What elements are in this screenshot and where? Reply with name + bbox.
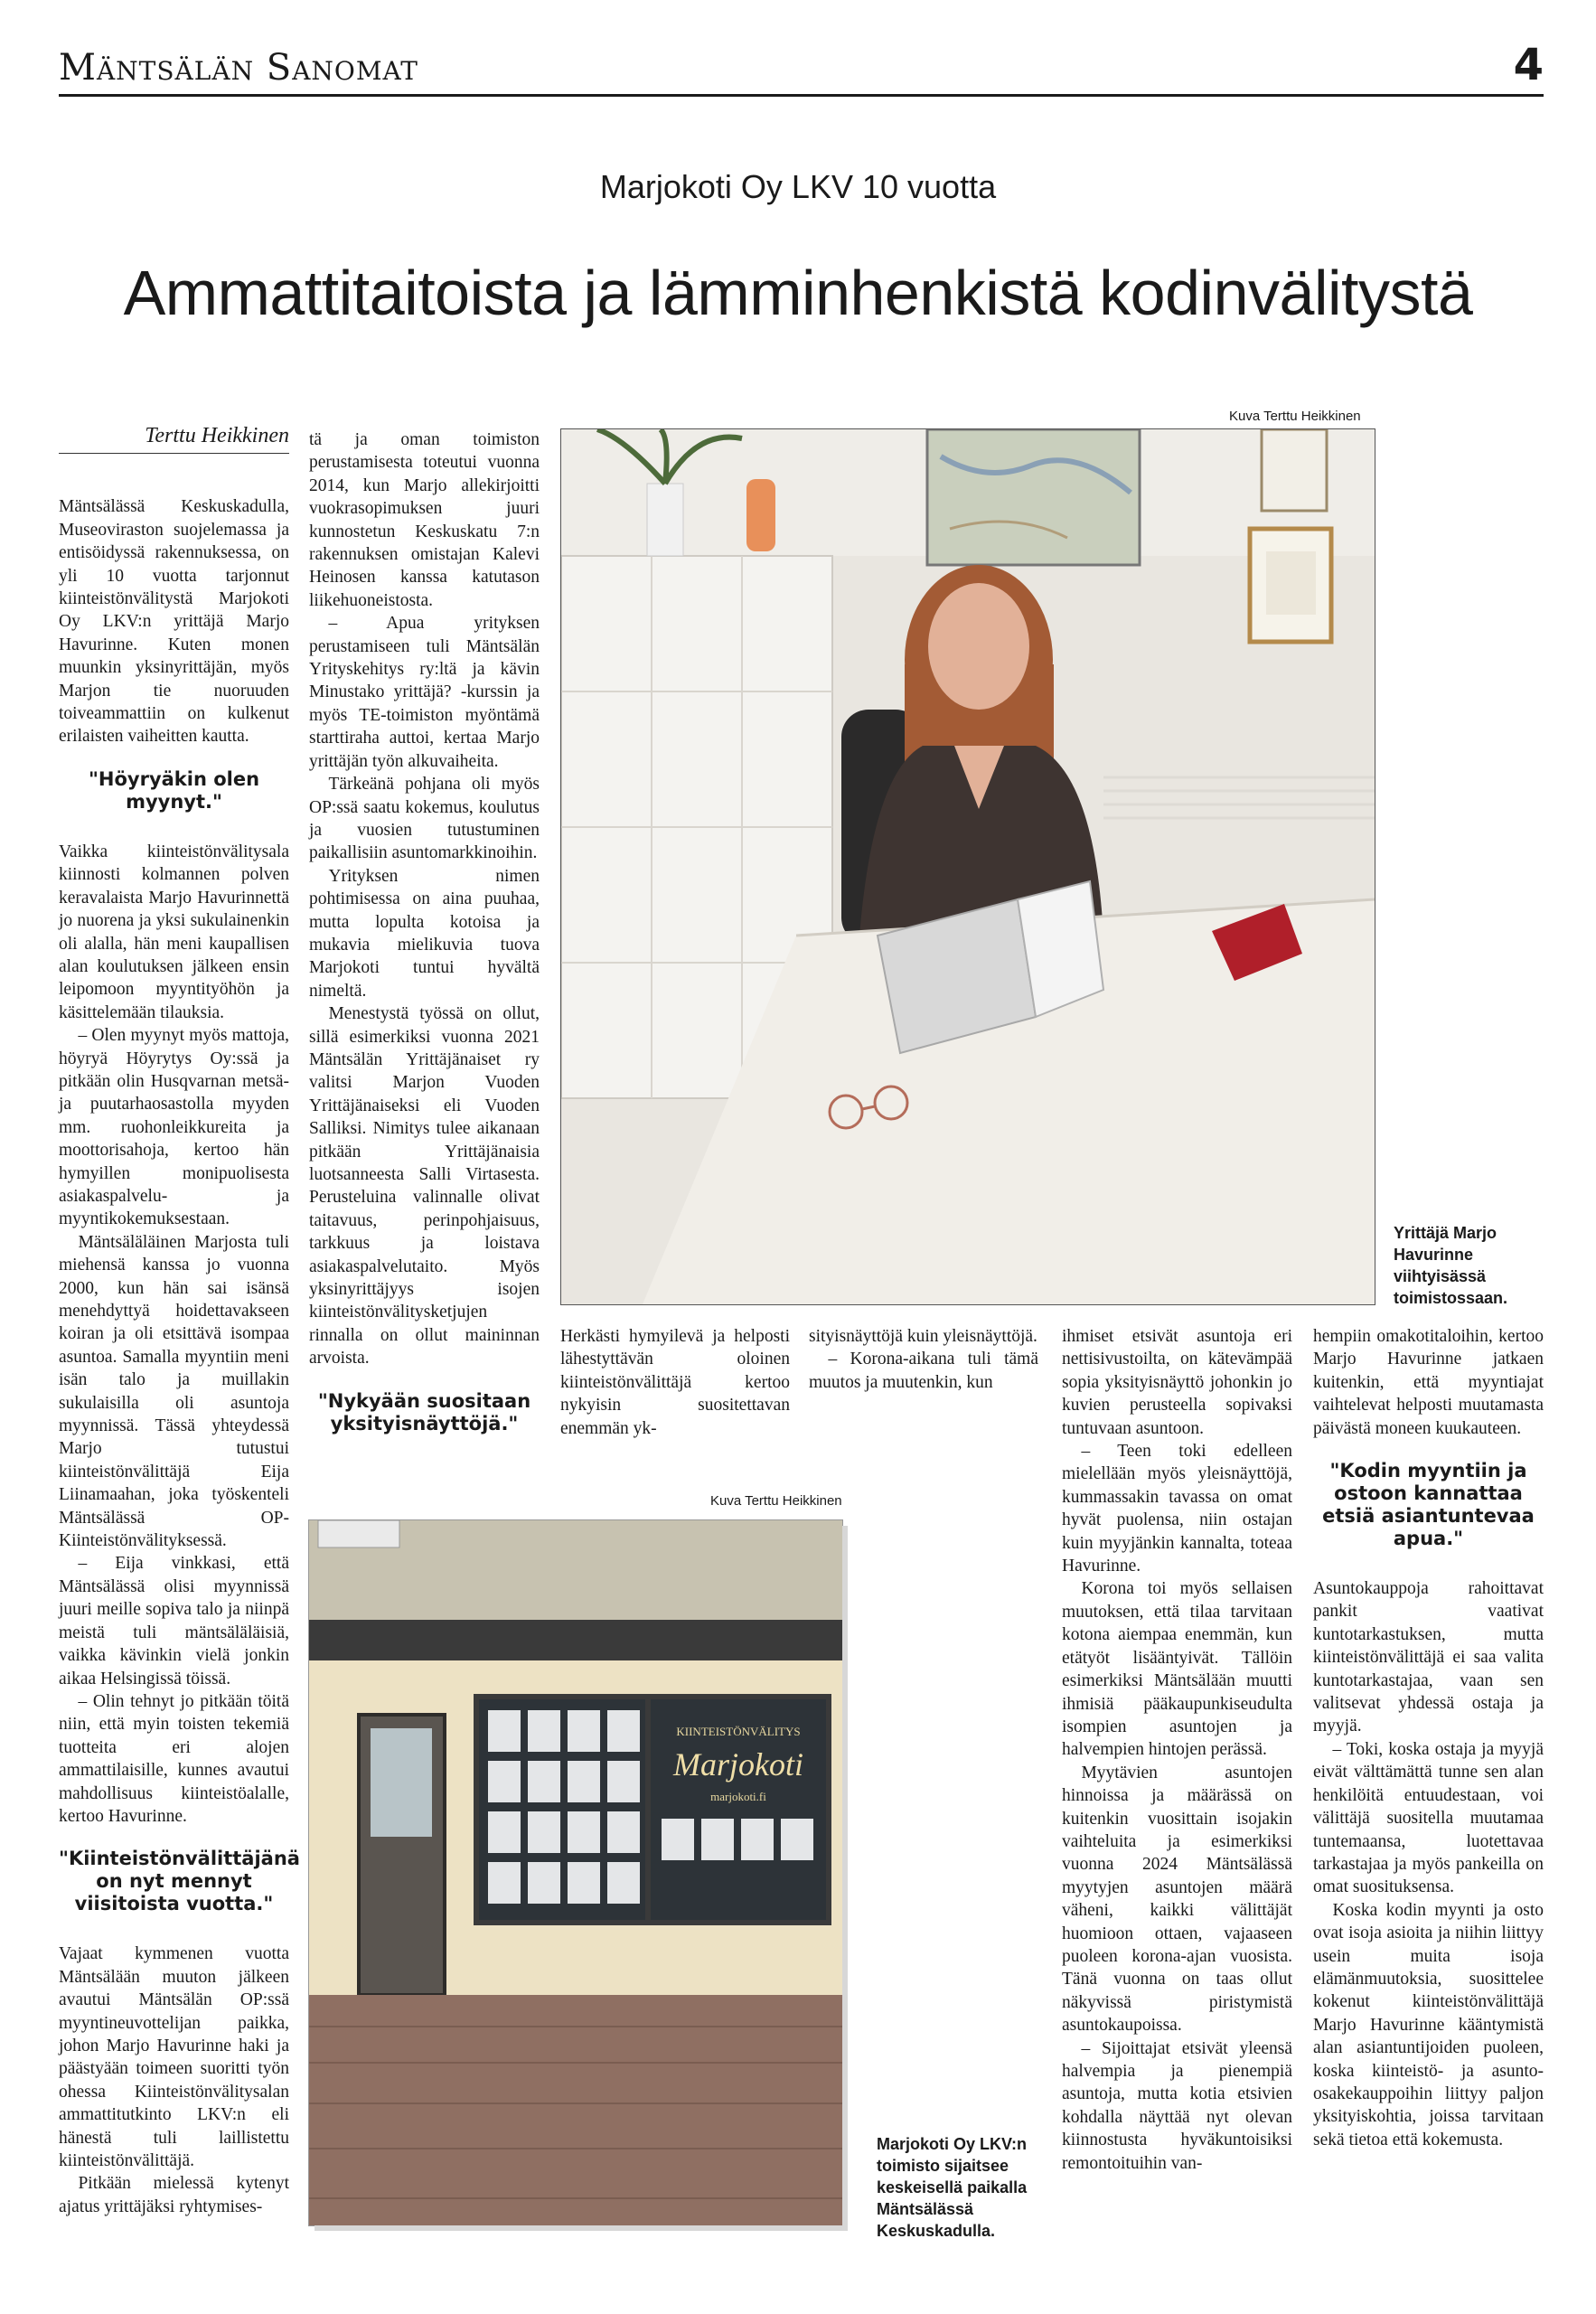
paragraph: Mäntsäläläinen Marjosta tuli miehensä kanssa jo vuonna 2000, kun hän sai isänsä menehdyttyä hoidettavakseen koiran ja oli etsittävä isompaa asuntoa. Samalla myyntiin meni isän talo ja muillakin sukulaisilla oli asuntoja myynnissä. Tässä yhteydessä Marjo tutustui kiinteistönvälittäjä Eija Liinamaahan, joka työskenteli Mäntsälässä OP-Kiinteistönvälityksessä. [59,1232,289,1551]
paragraph: – Apua yrityksen perustamiseen tuli Mäntsälän Yrityskehitys ry:ltä ja kävin Minustako yrittäjä? -kurssin ja myös TE-toimiston myöntämä starttiraha auttoi, kertaa Marjo yrittäjän työn alkuvaiheita. [309,614,540,771]
kicker: Marjokoti Oy LKV 10 vuotta [599,168,997,205]
paragraph: Myytävien asuntojen hinnoissa ja määrässä on kuitenkin vuosittain isojakin vaihteluita ja esimerkiksi vuonna 2024 Mäntsälässä myytyjen asuntojen määrä väheni, kaikki välittäjät huomioon ottaen, vajaaseen puoleen korona-ajan vuosista. Tänä vuonna on taas ollut näkyvissä piristymistä asuntokaupoissa. [1062,1763,1292,2036]
portrait-illustration [561,429,1375,1304]
page-number: 4 [1513,40,1544,90]
column-6 [1313,1325,1544,2151]
column-4 [809,1325,1038,1394]
paragraph: Tärkeänä pohjana oli myös OP:ssä saatu kokemus, koulutus ja vuosien tutustuminen paikallisiin asuntomarkkinoihin. [309,775,540,863]
paragraph: Herkästi hymyilevä ja helposti lähestyttävän oloinen kiinteistönvälittäjä kertoo nykyisin suositettavan enemmän yk- [560,1327,790,1438]
column-1 [59,424,300,2218]
column-2 [309,428,540,1463]
pull-quote: "Nykyään suositaan yksityisnäyttöjä." [317,1389,531,1434]
paragraph: – Korona-aikana tuli tämä muutos ja muutenkin, kun [809,1350,1038,1392]
photo-caption: Yrittäjä Marjo Havurinne viihtyisässä toimistossaan. [1394,1224,1508,1307]
photo-credit: Kuva Terttu Heikkinen [710,1493,842,1509]
paragraph: – Olen myynyt myös mattoja, höyryä Höyrytys Oy:ssä ja pitkään olin Husqvarnan metsä- ja puutarhaosastolla myyden mm. ruohonleikkureita ja moottorisahoja, kertoo hän hymyillen monipuolisesta asiakaspalvelu- ja myyntikokemuksestaan. [59,1026,289,1229]
column-5 [1062,1325,1292,2175]
paragraph: – Sijoittajat etsivät yleensä halvempia ja pienempiä asuntoja, mutta kotia etsivien kohdalla näyttää nyt olevan kiinnostusta hyväkuntoisiksi remontoituihin van- [1062,2038,1292,2173]
paragraph: Menestystä työssä on ollut, sillä esimerkiksi vuonna 2021 Mäntsälän Yrittäjänaiset ry valitsi Marjon Vuoden Yrittäjänaiseksi eli Vuoden Salliksi. Nimitys tulee aikanaan pitkään Yrittäjänaisia luotsanneesta Salli Virtasesta. Perusteluina valinnalle olivat taitavuus, perinpohjaisuus, tarkkuus ja loistava asiakaspalvelutaito. Myös yksinyrittäjyys isojen kiinteistönvälitysketjujen rinnalla on ollut maininnan arvoista. [309,1004,540,1369]
office-photo [560,428,1375,1305]
paragraph: Pitkään mielessä kytenyt ajatus yrittäjäksi ryhtymises- [59,2174,289,2216]
photo-credit: Kuva Terttu Heikkinen [1229,409,1361,424]
paragraph: – Eija vinkkasi, että Mäntsälässä olisi myynnissä juuri meille sopiva talo ja niinpä meistä tuli mäntsäläläisiä, vaikka kävinkin vielä jonkin aikaa Helsingissä töissä. [59,1554,289,1688]
column-3 [560,1325,790,1440]
paragraph: Vaikka kiinteistönvälitysala kiinnosti kolmannen polven keravalaista Marjo Havurinnettä jo nuorena ja yksi sukulainenkin oli alalla, hän meni kaupallisen alan koulutuksen jälkeen ensin leipomoon myyntityöhön ja käsittelemään tilauksia. [59,842,289,1022]
pull-quote: "Kiinteistönvälittäjänä on nyt mennyt viisitoista vuotta." [59,1848,300,1915]
paragraph: Korona toi myös sellaisen muutoksen, että tilaa tarvitaan kotona aiempaa enemmän, kun etätyöt lisääntyivät. Tällöin esimerkiksi Mäntsälään muutti ihmisiä pääkaupunkiseudulta isompien asuntojen ja halvempien hintojen perässä. [1062,1579,1292,1760]
masthead: Mäntsälän Sanomat [59,47,418,89]
paragraph: sityisnäyttöjä kuin yleisnäyttöjä. [809,1327,1037,1346]
paragraph: Asuntokauppoja rahoittavat pankit vaativat kuntotarkastuksen, mutta kiinteistönvälittäjä ei saa valita kuntotarkastajaa, vaan sen valitsevat yhdessä ostaja ja myyjä. [1313,1579,1544,1736]
paragraph: hempiin omakotitaloihin, kertoo Marjo Havurinne jatkaen kuitenkin, että myyntiajat vaihtelevat helposti muutamasta päivästä moneen kuukauteen. [1313,1327,1544,1438]
paragraph: – Toki, koska ostaja ja myyjä eivät välttämättä tunne sen alan henkilöitä entuudestaan, voi välittäjä suositella muutamaa tuntemaansa, luotettavaa tarkastajaa ja myös pankeilla on omat suosituksensa. [1313,1739,1544,1897]
paragraph: Koska kodin myynti ja osto ovat isoja asioita ja niihin liittyy usein muita isoja elämänmuutoksia, suosittelee kokenut kiinteistönvälittäjä Marjo Havurinne kääntymistä alan asiantuntijoiden puoleen, koska kiinteistö- ja asunto-osakekauppoihin liittyy paljon yksityiskohtia, joissa tarvitaan sekä tietoa että kokemusta. [1313,1900,1544,2149]
sign-text: marjokoti.fi [710,1790,766,1803]
photo-caption: Marjokoti Oy LKV:n toimisto sijaitsee keskeisellä paikalla Mäntsälässä Keskuskadulla. [877,2135,1028,2240]
storefront-photo [309,1520,842,2225]
masthead-rule [59,94,1544,97]
pull-quote: "Kodin myyntiin ja ostoon kannattaa etsiä asiantuntevaa apua." [1322,1460,1535,1550]
sign-logo: Marjokoti [673,1746,803,1783]
paragraph: Yrityksen nimen pohtimisessa on aina puuhaa, mutta lopulta kotoisa ja mukavia mielikuvia tuova Marjokoti tuntui hyvältä nimeltä. [309,866,540,1001]
pull-quote: "Höyryäkin olen myynyt." [88,767,260,813]
paragraph: ihmiset etsivät asuntoja eri nettisivustoilta, on kätevämpää sopia yksityisnäyttö johonkin jo kuvien perusteella sopivaksi tuntuvaan asuntoon. [1062,1327,1292,1438]
storefront-illustration [309,1520,842,2225]
paragraph: tä ja oman toimiston perustamisesta toteutui vuonna 2014, kun Marjo allekirjoitti vuokrasopimuksen juuri kunnostetun Keskuskatu 7:n rakennuksen omistajan Kalevi Heinosen kanssa katutason liikehuoneistosta. [309,430,540,610]
paragraph: Vajaat kymmenen vuotta Mäntsälään muuton jälkeen avautui Mäntsälän OP:ssä myyntineuvottelijan paikka, johon Marjo Havurinne haki ja päästyään toimeen suoritti työn ohessa Kiinteistönvälitysalan ammattitutkinto LKV:n eli hänestä tuli laillistettu kiinteistönvälittäjä. [59,1944,289,2170]
headline: Ammattitaitoista ja lämminhenkistä kodinvälitystä [123,258,1473,328]
paragraph: Mäntsälässä Keskuskadulla, Museoviraston suojelemassa ja entisöidyssä rakennuksessa, on yli 10 vuotta tarjonnut kiinteistönvälitystä Marjokoti Oy LKV:n yrittäjä Marjo Havurinne. Kuten monen muunkin yksinyrittäjän, myös Marjon tie nuoruuden toiveammattiin on kulkenut erilaisten vaiheitten kautta. [59,497,289,747]
paragraph: – Olin tehnyt jo pitkään töitä niin, että myin toisten tekemiä tuotteita eri alojen ammattilaisille, kunnes avautui mahdollisuus kiinteistöalalle, kertoo Havurinne. [59,1691,289,1826]
sign-text: KIINTEISTÖNVÄLITYS [676,1725,801,1738]
paragraph: – Teen toki edelleen mielellään myös yleisnäyttöjä, kummassakin tavassa on omat hyvät puolensa, niin ostajan kuin myyjänkin kannalta, toteaa Havurinne. [1062,1442,1292,1576]
byline: Terttu Heikkinen [59,425,289,454]
